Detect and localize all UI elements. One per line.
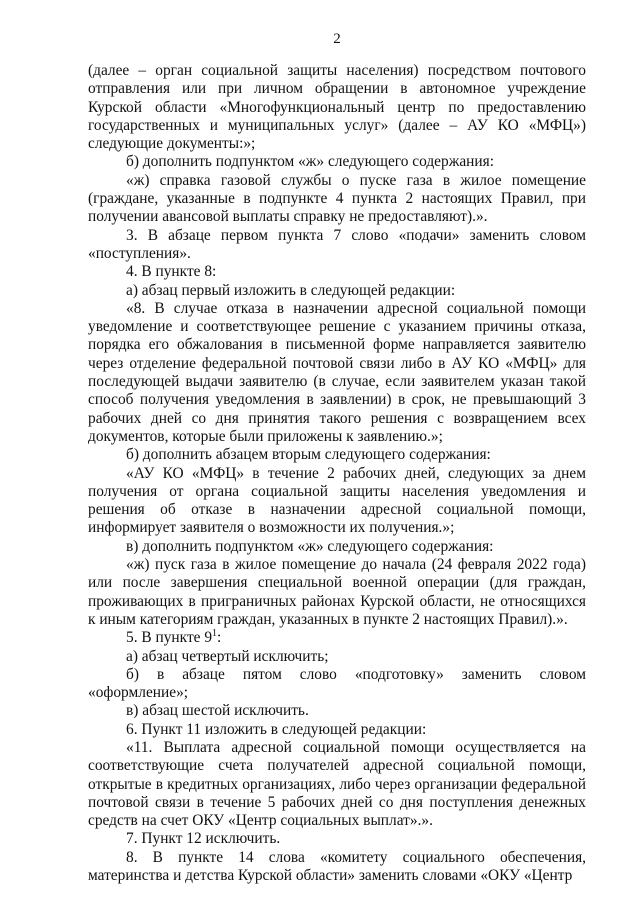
paragraph-item-5-text: 5. В пункте 9 [126, 629, 213, 647]
paragraph-item-5a: а) абзац четвертый исключить; [126, 647, 329, 665]
paragraph-item-8: 8. В пункте 14 слова «комитету социального обеспечения, материнства и детства Курской области» заменить словами «ОКУ «Центр [88, 848, 586, 885]
paragraph-item-5v: в) абзац шестой исключить. [126, 702, 309, 720]
paragraph-item-b-2: б) дополнить абзацем вторым следующего содержания: [126, 446, 491, 464]
superscript: 1 [212, 628, 218, 640]
paragraph-quote-gas: «ж) пуск газа в жилое помещение до начала (24 февраля 2022 года) или после завершения специальной военной операции (для граждан, проживающих в приграничных районах Курской области, не относящихся к иным категориям граждан, указанных в пункте 2 настоящих Правил).». [88, 556, 586, 628]
paragraph-item-6: 6. Пункт 11 изложить в следующей редакции: [126, 720, 427, 738]
paragraph-item-5b: б) в абзаце пятом слово «подготовку» заменить словом «оформление»; [88, 665, 586, 702]
paragraph-quote-11: «11. Выплата адресной социальной помощи осуществляется на соответствующие счета получателей адресной социальной помощи, открытые в кредитных организациях, либо через организации федеральной почтовой связи в течение 5 рабочих дней со дня поступления денежных средств на счет ОКУ «Центр социальных выплат».». [88, 738, 586, 830]
paragraph-item-3: 3. В абзаце первом пункта 7 слово «подачи» заменить словом «поступления». [88, 226, 586, 262]
paragraph-item-4: 4. В пункте 8: [126, 263, 217, 281]
colon: : [217, 629, 222, 647]
paragraph-continuation: (далее – орган социальной защиты населения) посредством почтового отправления или при личном обращении в автономное учреждение Курской области «Многофункциональный центр по предоставлению государственных и муниципальных услуг» (далее – АУ КО «МФЦ») следующие документы:»; [88, 62, 586, 153]
paragraph-item-b: б) дополнить подпунктом «ж» следующего содержания: [126, 153, 494, 171]
paragraph-item-v: в) дополнить подпунктом «ж» следующего содержания: [126, 537, 494, 555]
paragraph-item-5 [88, 629, 586, 647]
paragraph-quote-8: «8. В случае отказа в назначении адресной социальной помощи уведомление и соответствующее решение с указанием причины отказа, порядка его обжалования в письменной форме направляется заявителю через отделение федеральной почтовой связи либо в АУ КО «МФЦ» для последующей выдачи заявителю (в случае, если заявителем указан такой способ получения уведомления в заявлении) в срок, не превышающий 3 рабочих дней со дня принятия такого решения с возвращением всех документов, которые были приложены к заявлению.»; [88, 299, 586, 445]
paragraph-item-7: 7. Пункт 12 исключить. [126, 830, 281, 848]
document-body [88, 62, 586, 885]
paragraph-item-a: а) абзац первый изложить в следующей редакции: [126, 281, 456, 299]
paragraph-quote-mfc: «АУ КО «МФЦ» в течение 2 рабочих дней, следующих за днем получения от органа социальной защиты населения уведомления и решения об отказе в назначении адресной социальной помощи, информирует заявителя о возможности их получения.»; [88, 464, 586, 537]
page-number: 2 [333, 31, 341, 47]
paragraph-quote-zh: «ж) справка газовой службы о пуске газа в жилое помещение (граждане, указанные в подпункте 4 пункта 2 настоящих Правил, при получении авансовой выплаты справку не предоставляют).». [88, 171, 586, 226]
